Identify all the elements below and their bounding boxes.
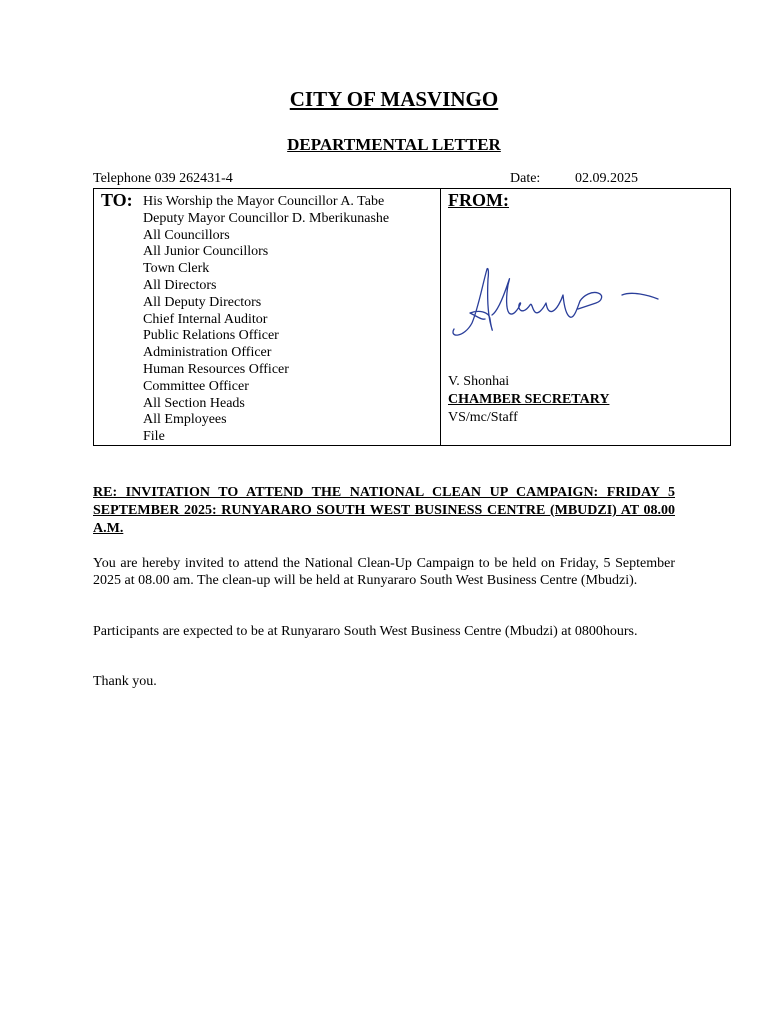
- sender-name: V. Shonhai: [448, 374, 510, 389]
- date-value: 02.09.2025: [575, 171, 638, 186]
- recipient-item: All Junior Councillors: [143, 244, 269, 260]
- closing-line: Thank you.: [93, 674, 157, 689]
- recipient-item: Town Clerk: [143, 261, 210, 277]
- recipient-item: All Directors: [143, 277, 217, 293]
- body-paragraph: Participants are expected to be at Runyararo South West Business Centre (Mbudzi) at 0800hours.: [93, 624, 638, 639]
- to-label: TO:: [101, 190, 133, 210]
- signature-image: [452, 265, 662, 347]
- recipient-item: All Councillors: [143, 227, 230, 243]
- recipient-item: Chief Internal Auditor: [143, 311, 268, 327]
- date-label: Date:: [510, 171, 541, 186]
- subject-line: RE: INVITATION TO ATTEND THE NATIONAL CLEAN UP CAMPAIGN: FRIDAY 5 SEPTEMBER 2025: RUNYARARO SOUTH WEST BUSINESS CENTRE (MBUDZI) AT 08.00 A.M.: [93, 485, 675, 536]
- recipient-item: All Employees: [143, 412, 227, 428]
- document-type: DEPARTMENTAL LETTER: [287, 135, 501, 154]
- telephone: Telephone 039 262431-4: [93, 171, 233, 186]
- recipient-item: All Deputy Directors: [143, 294, 262, 310]
- recipient-item: All Section Heads: [143, 395, 245, 411]
- memo-header-table: [93, 188, 731, 446]
- recipient-item: Human Resources Officer: [143, 361, 289, 377]
- recipient-item: Administration Officer: [143, 345, 272, 361]
- body-paragraph: You are hereby invited to attend the National Clean-Up Campaign to be held on Friday, 5 September 2025 at 08.00 am. The clean-up will be held at Runyararo South West Business Centre (Mbudzi).: [93, 556, 675, 588]
- from-label: FROM:: [448, 190, 509, 210]
- recipient-item: File: [143, 429, 165, 445]
- recipient-list: [143, 194, 389, 446]
- column-divider: [440, 189, 441, 445]
- reference-code: VS/mc/Staff: [448, 410, 518, 425]
- recipient-item: Committee Officer: [143, 378, 249, 394]
- recipient-item: Deputy Mayor Councillor D. Mberikunashe: [143, 210, 390, 226]
- signature-stroke: [453, 268, 658, 335]
- city-title: CITY OF MASVINGO: [289, 87, 499, 111]
- recipient-item: His Worship the Mayor Councillor A. Tabe: [143, 194, 385, 209]
- recipient-item: Public Relations Officer: [143, 328, 279, 344]
- sender-title: CHAMBER SECRETARY: [448, 392, 610, 407]
